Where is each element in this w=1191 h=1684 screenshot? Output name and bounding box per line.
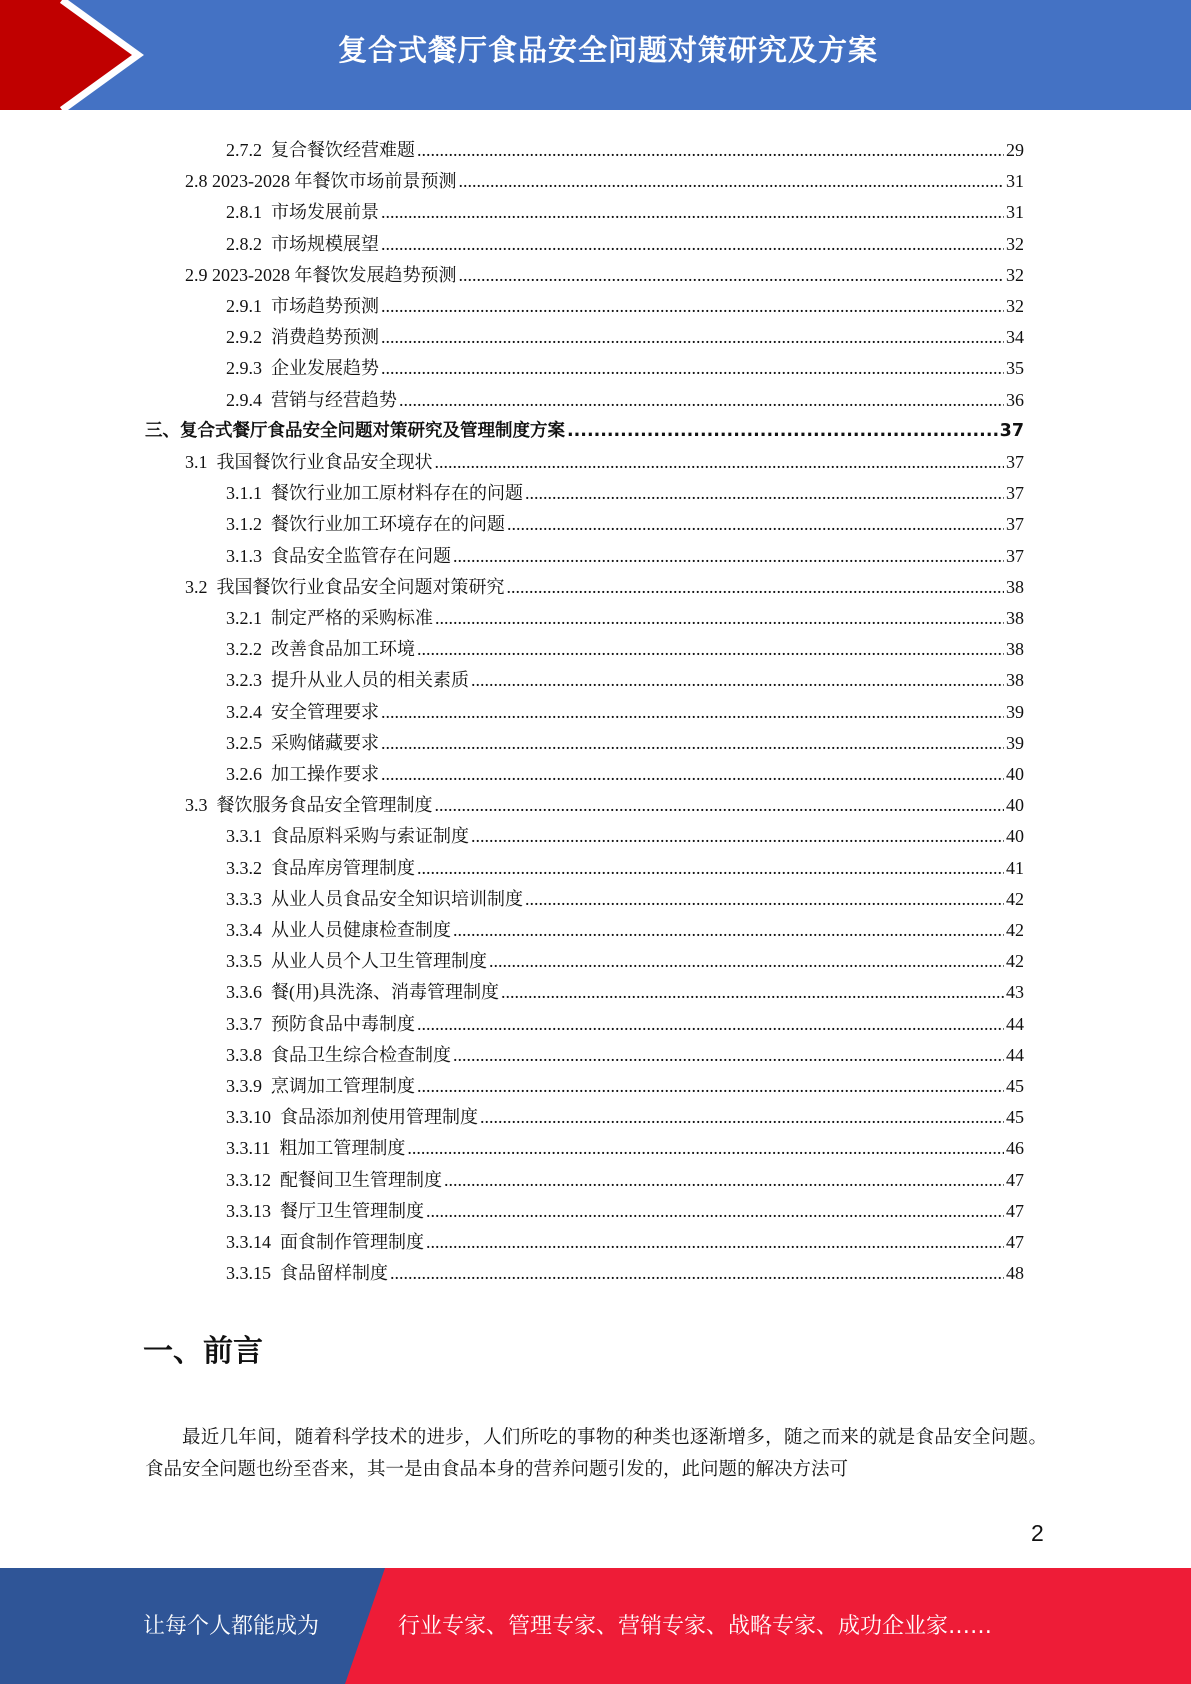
- toc-leader-dots: [381, 326, 1004, 348]
- toc-entry[interactable]: [226, 286, 1024, 317]
- toc-entry-title: 3.3.10 食品添加剂使用管理制度: [226, 1107, 478, 1128]
- toc-entry[interactable]: [226, 598, 1024, 629]
- toc-leader-dots: [471, 825, 1004, 847]
- toc-entry-title: 3.2.1 制定严格的采购标准: [226, 608, 433, 628]
- toc-entry-page: 42: [1006, 951, 1024, 972]
- toc-entry-title: 2.9 2023-2028 年餐饮发展趋势预测: [185, 264, 457, 285]
- toc-leader-dots: [381, 295, 1004, 317]
- footer-slogan-left: 让每个人都能成为: [143, 1614, 320, 1639]
- toc-entry-title: 3.2.2 改善食品加工环境: [226, 639, 415, 660]
- toc-leader-dots: [507, 576, 1005, 598]
- toc-entry-title: 2.7.2 复合餐饮经营难题: [226, 140, 415, 160]
- toc-entry[interactable]: [226, 972, 1024, 1003]
- toc-entry[interactable]: [226, 723, 1024, 754]
- toc-leader-dots: [381, 701, 1004, 723]
- toc-leader-dots: [480, 1106, 1004, 1128]
- toc-entry-page: 47: [1006, 1232, 1024, 1252]
- toc-entry-page: 37: [1006, 514, 1024, 535]
- toc-entry-page: 47: [1006, 1200, 1024, 1221]
- toc-leader-dots: [417, 139, 1004, 161]
- toc-leader-dots: [381, 763, 1004, 785]
- toc-entry-page: 42: [1006, 920, 1024, 940]
- toc-entry-title: 3.3.8 食品卫生综合检查制度: [226, 1044, 451, 1065]
- toc-leader-dots: [525, 888, 1004, 910]
- toc-entry-title: 3.2.4 安全管理要求: [226, 701, 379, 722]
- toc-leader-dots: [453, 919, 1004, 941]
- toc-entry-page: 37: [1006, 452, 1024, 472]
- toc-entry-title: 3.3.14 面食制作管理制度: [226, 1232, 424, 1252]
- toc-entry-page: 44: [1006, 1013, 1024, 1034]
- toc-entry-title: 2.8 2023-2028 年餐饮市场前景预测: [185, 171, 457, 192]
- toc-entry[interactable]: [226, 879, 1024, 910]
- toc-entry-title: 3.2.6 加工操作要求: [226, 764, 379, 784]
- toc-entry[interactable]: [185, 161, 1024, 192]
- toc-entry-title: 三、复合式餐厅食品安全问题对策研究及管理制度方案: [145, 420, 565, 441]
- toc-leader-dots: [390, 1262, 1004, 1284]
- toc-leader-dots: [417, 1075, 1004, 1097]
- toc-entry[interactable]: [226, 473, 1024, 504]
- toc-entry-title: 3.3.9 烹调加工管理制度: [226, 1076, 415, 1096]
- toc-entry-page: 32: [1006, 264, 1024, 285]
- toc-entry[interactable]: [226, 754, 1024, 785]
- toc-entry-title: 3.2.5 采购储藏要求: [226, 732, 379, 753]
- toc-entry[interactable]: [226, 380, 1024, 411]
- toc-entry[interactable]: [226, 692, 1024, 723]
- toc-leader-dots: [453, 1044, 1004, 1066]
- toc-entry-page: 39: [1006, 732, 1024, 753]
- toc-entry-page: 45: [1006, 1076, 1024, 1096]
- toc-entry[interactable]: [226, 910, 1024, 941]
- toc-leader-dots: [459, 170, 1005, 192]
- toc-entry[interactable]: [226, 1097, 1024, 1128]
- toc-entry-title: 3.3.15 食品留样制度: [226, 1263, 388, 1284]
- toc-entry-page: 38: [1006, 608, 1024, 628]
- toc-leader-dots: [471, 669, 1004, 691]
- toc-entry-page: 37: [999, 420, 1024, 441]
- toc-entry[interactable]: [226, 536, 1024, 567]
- toc-entry[interactable]: [185, 567, 1024, 598]
- toc-entry-page: 46: [1006, 1138, 1024, 1159]
- toc-entry-page: 38: [1006, 639, 1024, 660]
- toc-entry[interactable]: [185, 442, 1024, 473]
- toc-entry-page: 40: [1006, 795, 1024, 816]
- toc-leader-dots: [501, 981, 1004, 1003]
- toc-leader-dots: [381, 201, 1004, 223]
- toc-entry-page: 44: [1006, 1044, 1024, 1065]
- toc-entry-page: 39: [1006, 701, 1024, 722]
- toc-entry-page: 31: [1006, 171, 1024, 192]
- toc-entry-page: 38: [1006, 576, 1024, 597]
- toc-entry-title: 2.9.1 市场趋势预测: [226, 296, 379, 316]
- toc-entry-title: 3.3 餐饮服务食品安全管理制度: [185, 795, 433, 816]
- toc-entry-title: 3.3.7 预防食品中毒制度: [226, 1013, 415, 1034]
- toc-entry[interactable]: [226, 1160, 1024, 1191]
- toc-entry[interactable]: [226, 629, 1024, 660]
- toc-entry-page: 43: [1006, 982, 1024, 1003]
- toc-entry-page: 32: [1006, 296, 1024, 316]
- toc-entry[interactable]: [185, 255, 1024, 286]
- toc-leader-dots: [417, 1013, 1004, 1035]
- toc-leader-dots: [507, 513, 1004, 535]
- toc-entry-title: 3.3.4 从业人员健康检查制度: [226, 920, 451, 940]
- toc-entry[interactable]: [226, 1128, 1024, 1159]
- toc-leader-dots: [444, 1169, 1004, 1191]
- toc-leader-dots: [459, 264, 1005, 286]
- toc-entry-title: 3.1 我国餐饮行业食品安全现状: [185, 452, 433, 472]
- toc-entry-page: 48: [1006, 1263, 1024, 1284]
- toc-entry-page: 31: [1006, 202, 1024, 223]
- toc-entry[interactable]: [226, 941, 1024, 972]
- toc-entry-title: 3.3.6 餐(用)具洗涤、消毒管理制度: [226, 982, 499, 1003]
- toc-leader-dots: [453, 545, 1004, 567]
- toc-leader-dots: [426, 1231, 1004, 1253]
- toc-entry[interactable]: [226, 130, 1024, 161]
- toc-entry-title: 3.3.13 餐厅卫生管理制度: [226, 1200, 424, 1221]
- body-paragraph: 最近几年间，随着科学技术的进步，人们所吃的事物的种类也逐渐增多，随之而来的就是食品安全问题。食品安全问题也纷至沓来，其一是由食品本身的营养问题引发的，此问题的解决方法可: [145, 1428, 1047, 1480]
- toc-leader-dots: [567, 420, 998, 442]
- toc-entry-title: 3.1.1 餐饮行业加工原材料存在的问题: [226, 483, 523, 504]
- toc-entry[interactable]: [226, 192, 1024, 223]
- toc-leader-dots: [435, 607, 1004, 629]
- toc-entry-page: 45: [1006, 1107, 1024, 1128]
- toc-entry[interactable]: [226, 1222, 1024, 1253]
- toc-entry-title: 3.3.5 从业人员个人卫生管理制度: [226, 951, 487, 972]
- page-header: [0, 0, 1191, 110]
- toc-leader-dots: [399, 389, 1004, 411]
- toc-entry-page: 29: [1006, 140, 1024, 160]
- toc-entry-page: 41: [1006, 857, 1024, 878]
- toc-entry[interactable]: [226, 1066, 1024, 1097]
- toc-entry-title: 3.1.3 食品安全监管存在问题: [226, 545, 451, 566]
- toc-leader-dots: [435, 794, 1005, 816]
- toc-entry[interactable]: [226, 504, 1024, 535]
- toc-leader-dots: [381, 732, 1004, 754]
- toc-entry-title: 2.9.2 消费趋势预测: [226, 327, 379, 348]
- toc-entry-title: 3.3.12 配餐间卫生管理制度: [226, 1169, 442, 1190]
- toc-entry[interactable]: [226, 1253, 1024, 1284]
- toc-entry-title: 2.9.4 营销与经营趋势: [226, 389, 397, 410]
- toc-entry[interactable]: [185, 785, 1024, 816]
- toc-entry[interactable]: [226, 317, 1024, 348]
- toc-entry-page: 37: [1006, 483, 1024, 504]
- toc-entry-page: 40: [1006, 764, 1024, 784]
- toc-entry[interactable]: [226, 816, 1024, 847]
- toc-leader-dots: [435, 451, 1005, 473]
- toc-entry-page: 35: [1006, 358, 1024, 379]
- toc-leader-dots: [525, 482, 1004, 504]
- toc-leader-dots: [417, 638, 1004, 660]
- toc-leader-dots: [489, 950, 1004, 972]
- toc-entry-page: 40: [1006, 826, 1024, 847]
- footer-slogan-right: 行业专家、管理专家、营销专家、战略专家、成功企业家……: [398, 1614, 993, 1639]
- document-title: 复合式餐厅食品安全问题对策研究及方案: [337, 33, 878, 67]
- toc-entry[interactable]: [226, 348, 1024, 379]
- toc-leader-dots: [381, 233, 1004, 255]
- toc-entry-page: 42: [1006, 888, 1024, 909]
- toc-entry-title: 3.3.11 粗加工管理制度: [226, 1138, 406, 1159]
- toc-entry-title: 2.8.1 市场发展前景: [226, 202, 379, 223]
- toc-entry-title: 3.3.1 食品原料采购与索证制度: [226, 826, 469, 847]
- toc-entry[interactable]: [226, 1004, 1024, 1035]
- toc-entry[interactable]: [145, 411, 1024, 442]
- page-number: 2: [1031, 1520, 1044, 1546]
- toc-leader-dots: [417, 857, 1004, 879]
- toc-entry-title: 2.9.3 企业发展趋势: [226, 358, 379, 379]
- toc-entry[interactable]: [226, 660, 1024, 691]
- toc-leader-dots: [407, 1137, 1004, 1159]
- toc-entry[interactable]: [226, 1035, 1024, 1066]
- toc-entry-page: 36: [1006, 389, 1024, 410]
- toc-entry-title: 3.1.2 餐饮行业加工环境存在的问题: [226, 514, 505, 535]
- toc-entry-title: 3.2.3 提升从业人员的相关素质: [226, 670, 469, 691]
- toc-entry-page: 37: [1006, 545, 1024, 566]
- toc-entry[interactable]: [226, 1191, 1024, 1222]
- toc-entry-page: 47: [1006, 1169, 1024, 1190]
- toc-entry[interactable]: [226, 224, 1024, 255]
- toc-entry[interactable]: [226, 848, 1024, 879]
- toc-leader-dots: [381, 357, 1004, 379]
- toc-entry-page: 34: [1006, 327, 1024, 348]
- section-heading: 一、前言: [143, 1334, 263, 1369]
- toc-leader-dots: [426, 1200, 1004, 1222]
- toc-entry-title: 3.3.2 食品库房管理制度: [226, 857, 415, 878]
- toc-entry-page: 38: [1006, 670, 1024, 691]
- toc-entry-title: 3.2 我国餐饮行业食品安全问题对策研究: [185, 576, 505, 597]
- toc-entry-title: 3.3.3 从业人员食品安全知识培训制度: [226, 888, 523, 909]
- toc-entry-page: 32: [1006, 233, 1024, 254]
- toc-entry-title: 2.8.2 市场规模展望: [226, 233, 379, 254]
